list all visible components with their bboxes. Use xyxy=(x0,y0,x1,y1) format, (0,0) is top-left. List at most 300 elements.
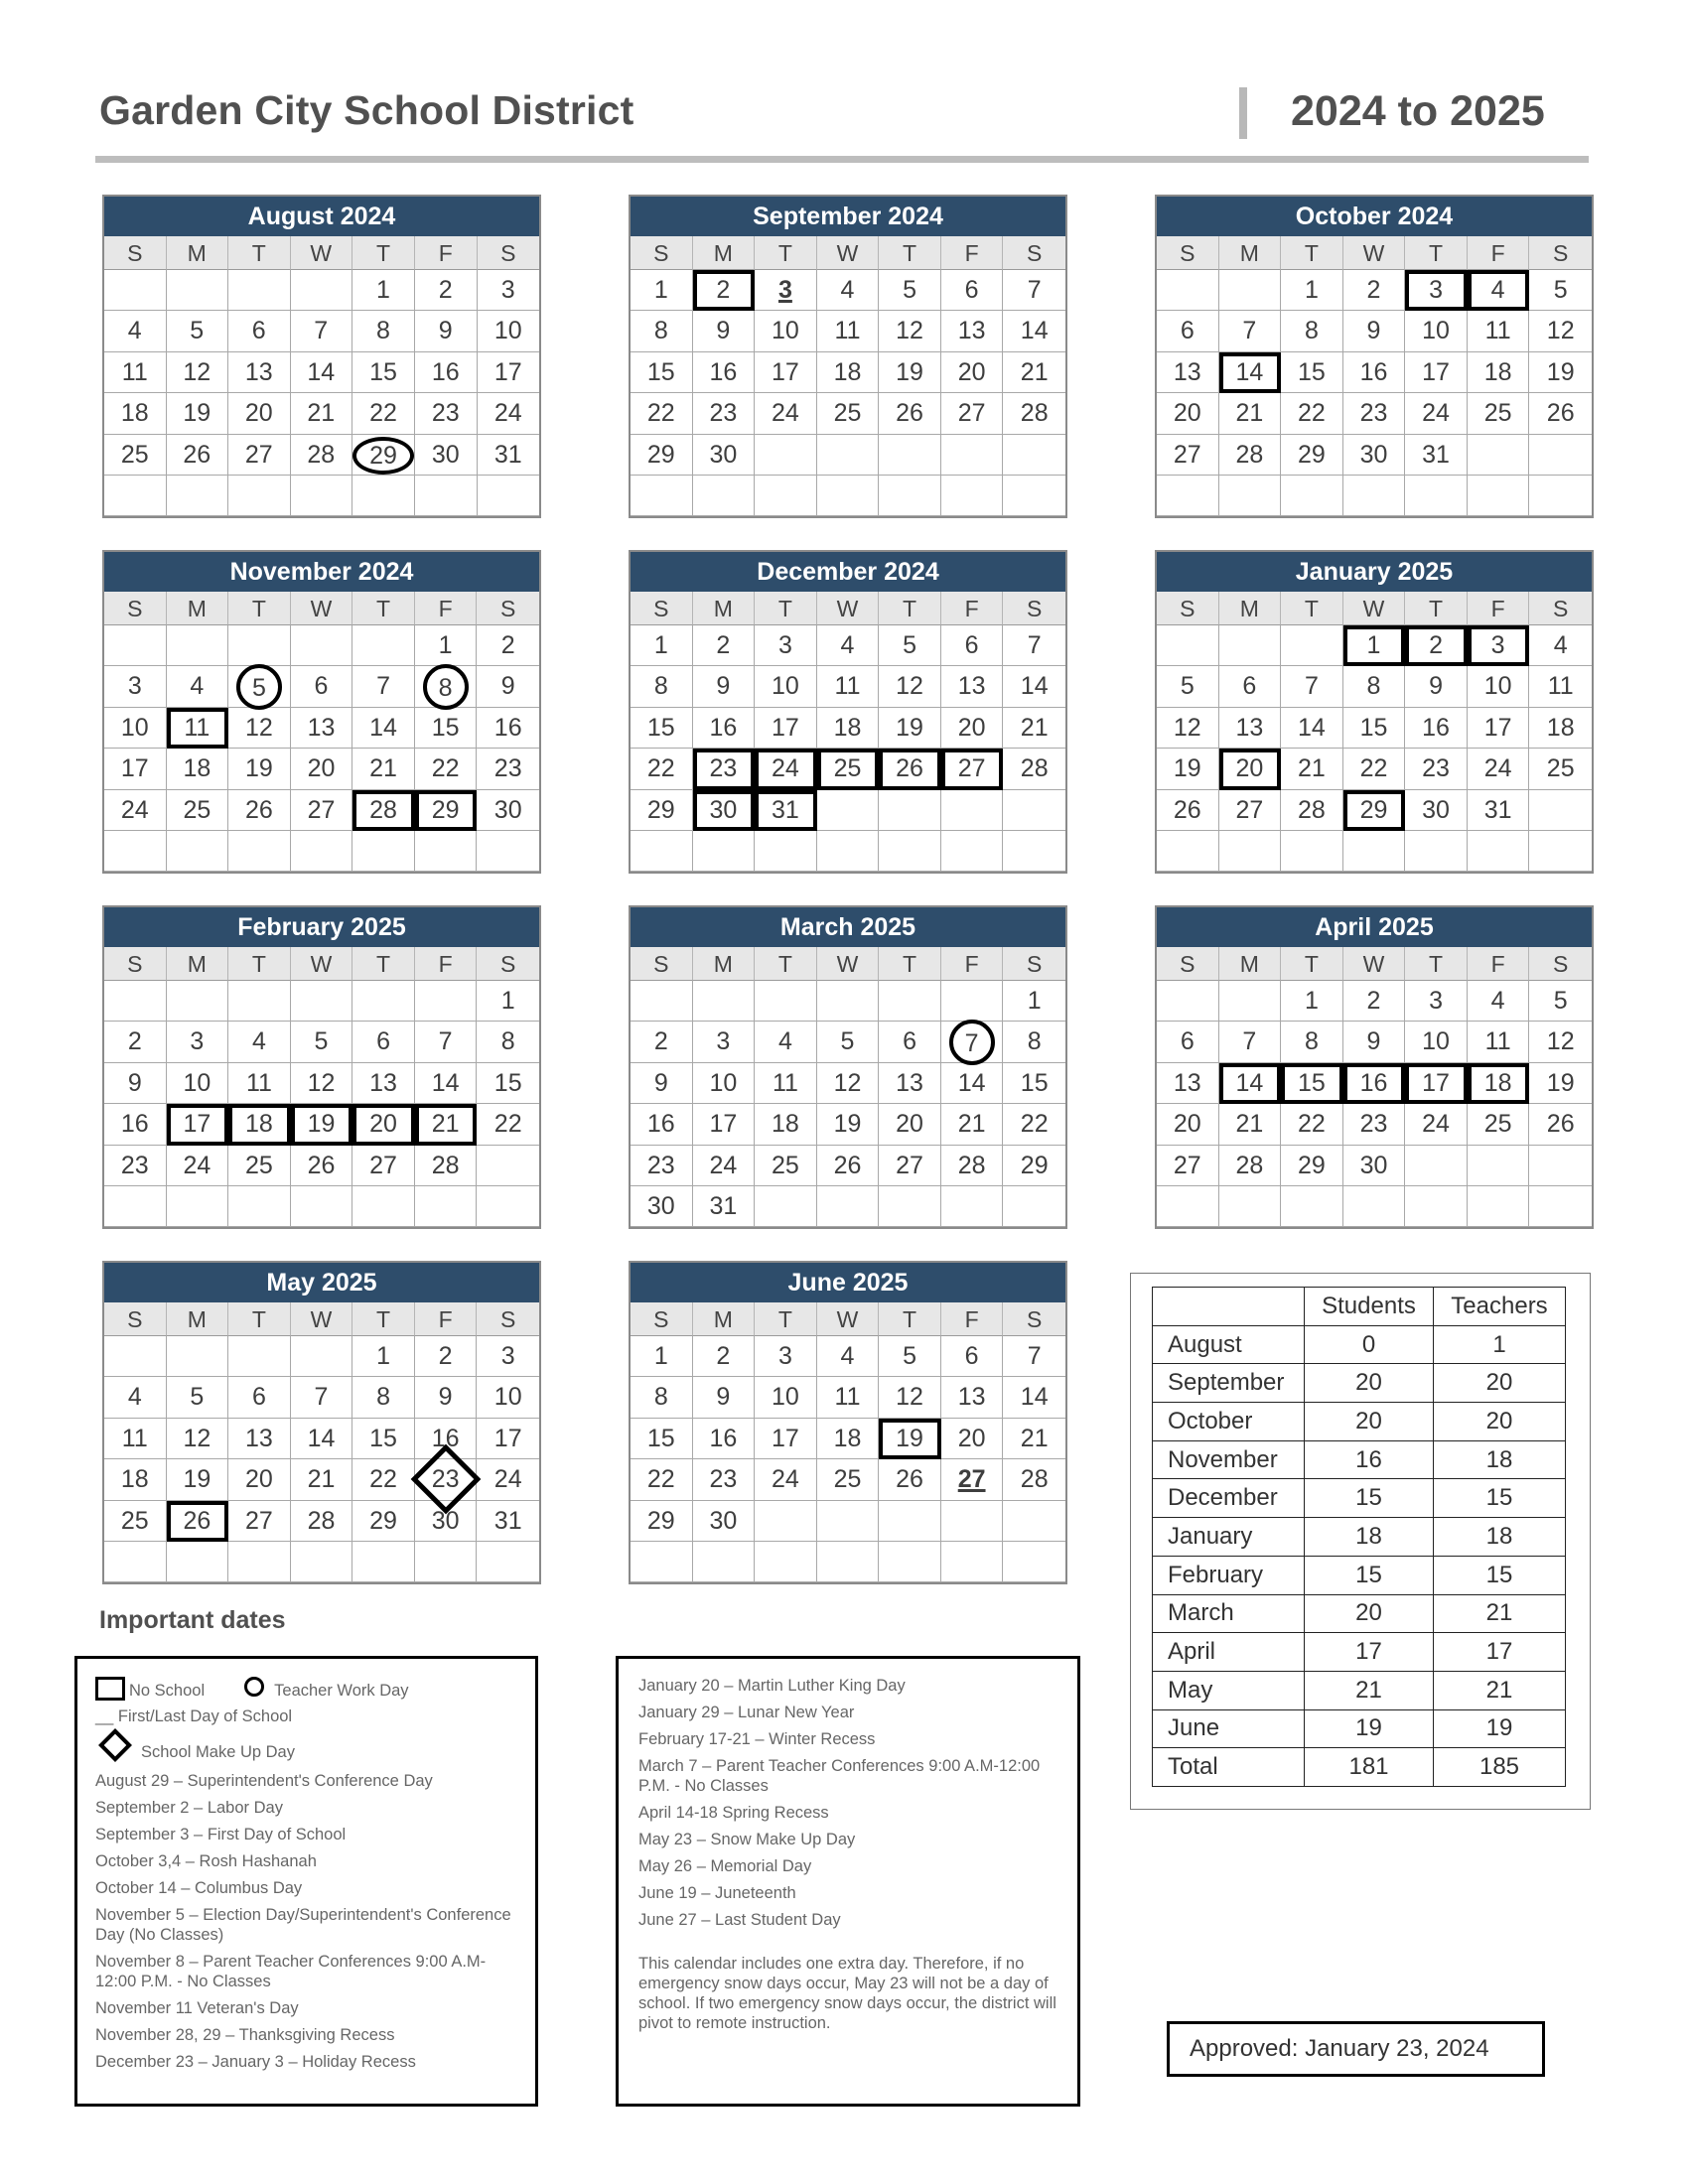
day-cell xyxy=(1157,666,1219,707)
day-number: 10 xyxy=(183,1068,211,1097)
empty-cell xyxy=(1003,1186,1065,1227)
month-title: October 2024 xyxy=(1157,197,1592,236)
day-cell xyxy=(1219,311,1282,351)
day-cell xyxy=(817,708,880,749)
day-number: 9 xyxy=(716,317,731,345)
weekday-header: S xyxy=(1157,947,1219,981)
day-cell xyxy=(167,352,229,393)
empty-cell xyxy=(415,1186,478,1227)
day-cell xyxy=(1219,1146,1282,1186)
row-month: December xyxy=(1153,1479,1305,1518)
day-cell xyxy=(167,749,229,789)
day-number: 31 xyxy=(1422,440,1450,469)
day-number: 6 xyxy=(903,1027,917,1056)
day-cell xyxy=(1281,270,1343,311)
day-cell xyxy=(291,352,353,393)
day-cell xyxy=(104,435,167,476)
day-cell xyxy=(693,1459,756,1500)
day-cell xyxy=(104,352,167,393)
day-cell xyxy=(755,1104,817,1145)
day-cell xyxy=(631,1104,693,1145)
day-cell xyxy=(1157,708,1219,749)
weekday-header: M xyxy=(167,236,229,270)
day-number: 19 xyxy=(245,754,273,783)
day-number: 3 xyxy=(1429,987,1444,1015)
day-cell xyxy=(291,749,353,789)
weekday-header: T xyxy=(352,947,415,981)
day-number: 9 xyxy=(716,672,731,701)
day-cell xyxy=(1157,352,1219,393)
day-cell xyxy=(817,270,880,311)
weekday-header: S xyxy=(477,592,539,625)
calendar-nov xyxy=(102,550,541,874)
list-item: February 17-21 – Winter Recess xyxy=(638,1730,876,1748)
day-number: 19 xyxy=(1546,357,1575,386)
list-item: October 14 – Columbus Day xyxy=(95,1879,303,1897)
day-cell xyxy=(879,666,941,707)
empty-cell xyxy=(167,476,229,516)
day-cell xyxy=(755,352,817,393)
empty-cell xyxy=(1003,831,1065,872)
day-cell xyxy=(352,708,415,749)
day-number: 18 xyxy=(833,713,862,742)
table-header-month xyxy=(1153,1288,1305,1326)
weekday-header: F xyxy=(941,1302,1004,1336)
empty-cell xyxy=(879,981,941,1022)
empty-cell xyxy=(352,831,415,872)
day-cell xyxy=(631,1186,693,1227)
legend-row-top xyxy=(95,1671,517,1701)
weekday-header: W xyxy=(817,947,880,981)
day-cell xyxy=(477,666,539,707)
day-number: 7 xyxy=(1242,1027,1257,1056)
day-number: 19 xyxy=(833,1110,862,1139)
day-cell xyxy=(1281,981,1343,1022)
day-number: 5 xyxy=(190,1383,205,1412)
day-cell xyxy=(631,625,693,666)
empty-cell xyxy=(477,831,539,872)
empty-cell xyxy=(1157,625,1219,666)
row-month: Total xyxy=(1153,1748,1305,1787)
day-number: 23 xyxy=(709,1465,738,1494)
day-cell xyxy=(291,1104,353,1145)
day-number: 15 xyxy=(1359,713,1388,742)
day-cell xyxy=(631,708,693,749)
month-grid xyxy=(104,1302,539,1582)
day-number: 23 xyxy=(493,754,522,783)
day-number: 28 xyxy=(307,1506,336,1535)
day-number: 4 xyxy=(127,1383,142,1412)
day-cell xyxy=(755,625,817,666)
weekday-header: T xyxy=(352,1302,415,1336)
day-number: 30 xyxy=(646,1191,675,1220)
day-number: 13 xyxy=(307,713,336,742)
weekday-header: M xyxy=(1219,236,1282,270)
row-month: August xyxy=(1153,1325,1305,1364)
day-number: 22 xyxy=(1359,754,1388,783)
day-cell xyxy=(631,749,693,789)
empty-cell xyxy=(941,435,1004,476)
day-cell xyxy=(352,1022,415,1062)
day-cell xyxy=(1405,790,1468,831)
day-cell xyxy=(817,1104,880,1145)
empty-cell xyxy=(1529,1146,1592,1186)
empty-cell xyxy=(1003,476,1065,516)
weekday-header: T xyxy=(352,592,415,625)
month-title: May 2025 xyxy=(104,1263,539,1302)
empty-cell xyxy=(1343,476,1406,516)
day-cell xyxy=(104,1419,167,1459)
day-number: 8 xyxy=(376,317,390,345)
day-cell xyxy=(352,749,415,789)
day-number: 29 xyxy=(646,1506,675,1535)
day-cell xyxy=(941,666,1004,707)
day-cell xyxy=(104,393,167,434)
weekday-header: S xyxy=(104,592,167,625)
empty-cell xyxy=(1157,1186,1219,1227)
day-number: 27 xyxy=(957,1465,986,1494)
empty-cell xyxy=(167,1542,229,1582)
day-number: 12 xyxy=(896,1383,923,1412)
day-cell xyxy=(1405,708,1468,749)
day-number: 5 xyxy=(190,317,205,345)
day-number: 19 xyxy=(896,713,923,742)
day-cell xyxy=(1003,270,1065,311)
row-teachers: 185 xyxy=(1434,1748,1566,1787)
day-number: 5 xyxy=(1553,276,1568,304)
day-number: 21 xyxy=(307,399,336,428)
weekday-header: S xyxy=(1003,947,1065,981)
day-number: 17 xyxy=(120,754,149,783)
empty-cell xyxy=(104,625,167,666)
day-number: 10 xyxy=(709,1068,738,1097)
day-cell xyxy=(477,1459,539,1500)
day-cell xyxy=(1405,1022,1468,1062)
day-cell xyxy=(1405,393,1468,434)
day-cell xyxy=(1468,270,1530,311)
calendar-sep xyxy=(629,195,1067,518)
day-number: 22 xyxy=(369,1465,397,1494)
day-cell xyxy=(755,311,817,351)
day-cell xyxy=(352,1063,415,1104)
day-number: 16 xyxy=(709,357,738,386)
empty-cell xyxy=(228,981,291,1022)
row-teachers: 20 xyxy=(1434,1364,1566,1403)
day-number: 13 xyxy=(896,1068,923,1097)
table-row xyxy=(1153,1364,1566,1403)
row-teachers: 20 xyxy=(1434,1403,1566,1441)
day-number: 20 xyxy=(245,1465,273,1494)
day-cell xyxy=(755,393,817,434)
day-cell xyxy=(1343,393,1406,434)
day-number: 26 xyxy=(1173,795,1201,824)
day-cell xyxy=(167,1501,229,1542)
day-cell xyxy=(352,352,415,393)
empty-cell xyxy=(755,476,817,516)
day-number: 21 xyxy=(957,1110,986,1139)
day-number: 31 xyxy=(709,1191,738,1220)
day-number: 2 xyxy=(1366,276,1381,304)
day-cell xyxy=(415,393,478,434)
month-title: April 2025 xyxy=(1157,907,1592,947)
empty-cell xyxy=(1157,981,1219,1022)
day-cell xyxy=(1343,790,1406,831)
day-number: 26 xyxy=(833,1151,862,1179)
day-number: 6 xyxy=(964,1342,979,1370)
day-number: 1 xyxy=(1304,987,1319,1015)
row-students: 181 xyxy=(1305,1748,1434,1787)
empty-cell xyxy=(104,981,167,1022)
day-cell xyxy=(817,1336,880,1377)
empty-cell xyxy=(1003,1501,1065,1542)
day-cell xyxy=(1529,1063,1592,1104)
legend-teacher-work-day: Teacher Work Day xyxy=(274,1682,409,1700)
day-number: 11 xyxy=(184,713,211,742)
day-number: 30 xyxy=(1422,795,1450,824)
weekday-header: F xyxy=(941,592,1004,625)
weekday-header: T xyxy=(1405,947,1468,981)
day-cell xyxy=(477,790,539,831)
day-cell xyxy=(228,1501,291,1542)
day-cell xyxy=(1281,393,1343,434)
empty-cell xyxy=(631,981,693,1022)
day-cell xyxy=(291,1459,353,1500)
day-cell xyxy=(879,393,941,434)
weekday-header: M xyxy=(693,1302,756,1336)
weekday-header: M xyxy=(693,236,756,270)
weekday-header: W xyxy=(817,236,880,270)
day-number: 1 xyxy=(653,631,668,659)
notes-box xyxy=(616,1656,1080,2107)
row-students: 21 xyxy=(1305,1671,1434,1709)
month-title: March 2025 xyxy=(631,907,1065,947)
day-cell xyxy=(1003,749,1065,789)
day-number: 28 xyxy=(1020,399,1049,428)
weekday-header: T xyxy=(1281,236,1343,270)
day-number: 25 xyxy=(245,1151,273,1179)
empty-cell xyxy=(817,1186,880,1227)
day-cell xyxy=(941,1063,1004,1104)
instruction-days-box xyxy=(1130,1273,1591,1810)
day-number: 13 xyxy=(245,1424,273,1452)
day-number: 11 xyxy=(1484,1027,1511,1056)
day-cell xyxy=(477,749,539,789)
header-divider xyxy=(1239,87,1247,139)
day-number: 4 xyxy=(840,1342,855,1370)
day-number: 30 xyxy=(1359,440,1388,469)
weekday-header: S xyxy=(1003,1302,1065,1336)
table-row xyxy=(1153,1594,1566,1633)
day-cell xyxy=(631,435,693,476)
empty-cell xyxy=(104,270,167,311)
day-cell xyxy=(352,435,415,476)
day-number: 17 xyxy=(1483,713,1512,742)
month-grid xyxy=(1157,592,1592,872)
weekday-header: S xyxy=(104,947,167,981)
weekday-header: S xyxy=(1529,947,1592,981)
day-cell xyxy=(693,1146,756,1186)
weekday-header: F xyxy=(941,236,1004,270)
empty-cell xyxy=(1219,1186,1282,1227)
empty-cell xyxy=(755,981,817,1022)
day-cell xyxy=(879,708,941,749)
day-cell xyxy=(1529,270,1592,311)
day-number: 29 xyxy=(1298,1151,1326,1179)
day-number: 15 xyxy=(646,357,675,386)
day-number: 28 xyxy=(1235,1151,1264,1179)
day-cell xyxy=(1343,1063,1406,1104)
day-number: 20 xyxy=(957,713,986,742)
weekday-header: M xyxy=(693,592,756,625)
day-number: 26 xyxy=(896,399,923,428)
day-number: 24 xyxy=(1422,399,1450,428)
day-number: 25 xyxy=(772,1151,799,1179)
weekday-header: M xyxy=(693,947,756,981)
day-cell xyxy=(352,790,415,831)
day-cell xyxy=(631,270,693,311)
day-cell xyxy=(291,1501,353,1542)
day-cell xyxy=(1343,435,1406,476)
day-cell xyxy=(693,1186,756,1227)
weekday-header: T xyxy=(755,1302,817,1336)
day-cell xyxy=(415,1377,478,1418)
day-cell xyxy=(477,1104,539,1145)
day-number: 6 xyxy=(964,631,979,659)
empty-cell xyxy=(1219,270,1282,311)
day-cell xyxy=(879,270,941,311)
day-number: 1 xyxy=(653,1342,668,1370)
day-number: 14 xyxy=(1235,357,1264,386)
day-cell xyxy=(631,790,693,831)
school-year: 2024 to 2025 xyxy=(1291,87,1545,135)
day-number: 11 xyxy=(245,1068,272,1097)
snow-day-note: This calendar includes one extra day. Therefore, if no emergency snow days occur, May 23 will not be a day of school. If two emergency snow days occur, the district will pivot to remote instruction. xyxy=(638,1955,1056,2032)
empty-cell xyxy=(1405,1186,1468,1227)
day-number: 6 xyxy=(964,276,979,304)
table-header-teachers: Teachers xyxy=(1434,1288,1566,1326)
weekday-header: S xyxy=(631,592,693,625)
day-cell xyxy=(478,352,540,393)
day-cell xyxy=(228,393,291,434)
weekday-header: T xyxy=(1405,592,1468,625)
empty-cell xyxy=(693,831,756,872)
day-cell xyxy=(1468,1104,1530,1145)
empty-cell xyxy=(817,981,880,1022)
day-number: 10 xyxy=(493,317,522,345)
day-cell xyxy=(693,311,756,351)
month-grid xyxy=(631,592,1065,872)
day-number: 1 xyxy=(376,1342,391,1370)
empty-cell xyxy=(352,476,415,516)
day-number: 17 xyxy=(1422,357,1450,386)
day-cell xyxy=(693,1336,756,1377)
list-item: October 3,4 – Rosh Hashanah xyxy=(95,1852,317,1870)
day-cell xyxy=(879,1419,941,1459)
day-number: 17 xyxy=(493,357,522,386)
empty-cell xyxy=(291,831,353,872)
day-number: 10 xyxy=(1422,1027,1450,1056)
day-cell xyxy=(631,1419,693,1459)
day-number: 28 xyxy=(1020,754,1049,783)
day-cell xyxy=(1157,790,1219,831)
day-number: 18 xyxy=(183,754,211,783)
day-cell xyxy=(755,1459,817,1500)
list-item: January 20 – Martin Luther King Day xyxy=(638,1677,906,1695)
day-cell xyxy=(1468,393,1530,434)
day-cell xyxy=(879,1459,941,1500)
month-title: November 2024 xyxy=(104,552,539,592)
day-number: 22 xyxy=(493,1110,522,1139)
table-row xyxy=(1153,1633,1566,1672)
day-cell xyxy=(1405,981,1468,1022)
weekday-header: M xyxy=(1219,592,1282,625)
day-cell xyxy=(228,790,291,831)
list-item: September 2 – Labor Day xyxy=(95,1799,283,1817)
day-cell xyxy=(693,1501,756,1542)
day-cell xyxy=(1003,1063,1065,1104)
day-number: 26 xyxy=(307,1151,336,1179)
day-number: 24 xyxy=(120,795,149,824)
list-item: May 23 – Snow Make Up Day xyxy=(638,1831,856,1848)
day-number: 23 xyxy=(431,1465,460,1494)
day-number: 30 xyxy=(1359,1151,1388,1179)
day-cell xyxy=(1529,1104,1592,1145)
month-grid xyxy=(1157,236,1592,516)
day-number: 8 xyxy=(653,1383,668,1412)
day-cell xyxy=(817,1459,880,1500)
day-number: 21 xyxy=(307,1465,336,1494)
empty-cell xyxy=(879,435,941,476)
day-cell xyxy=(415,270,478,311)
day-cell xyxy=(1281,1146,1343,1186)
day-number: 22 xyxy=(646,754,675,783)
day-number: 2 xyxy=(716,631,731,659)
day-number: 7 xyxy=(1242,317,1257,345)
day-cell xyxy=(1281,311,1343,351)
empty-cell xyxy=(755,831,817,872)
weekday-header: W xyxy=(291,1302,353,1336)
day-number: 12 xyxy=(245,713,273,742)
empty-cell xyxy=(1529,831,1592,872)
day-number: 22 xyxy=(369,399,397,428)
day-cell xyxy=(941,625,1004,666)
row-students: 0 xyxy=(1305,1325,1434,1364)
day-number: 6 xyxy=(314,672,329,701)
calendar-feb xyxy=(102,905,541,1229)
weekday-header: T xyxy=(755,236,817,270)
weekday-header: W xyxy=(291,592,353,625)
weekday-header: T xyxy=(879,236,941,270)
day-cell xyxy=(415,352,478,393)
table-row xyxy=(1153,1403,1566,1441)
weekday-header: F xyxy=(415,1302,478,1336)
empty-cell xyxy=(817,435,880,476)
day-cell xyxy=(352,1459,415,1500)
day-number: 13 xyxy=(1235,713,1264,742)
day-cell xyxy=(1468,981,1530,1022)
day-cell xyxy=(477,981,539,1022)
day-number: 23 xyxy=(1359,1110,1388,1139)
month-grid xyxy=(631,236,1065,516)
day-number: 5 xyxy=(1553,987,1568,1015)
weekday-header: T xyxy=(879,1302,941,1336)
day-cell xyxy=(1003,981,1065,1022)
day-cell xyxy=(1219,666,1282,707)
empty-cell xyxy=(104,1542,167,1582)
empty-cell xyxy=(1529,435,1592,476)
list-item: September 3 – First Day of School xyxy=(95,1826,347,1843)
day-number: 3 xyxy=(777,631,792,659)
